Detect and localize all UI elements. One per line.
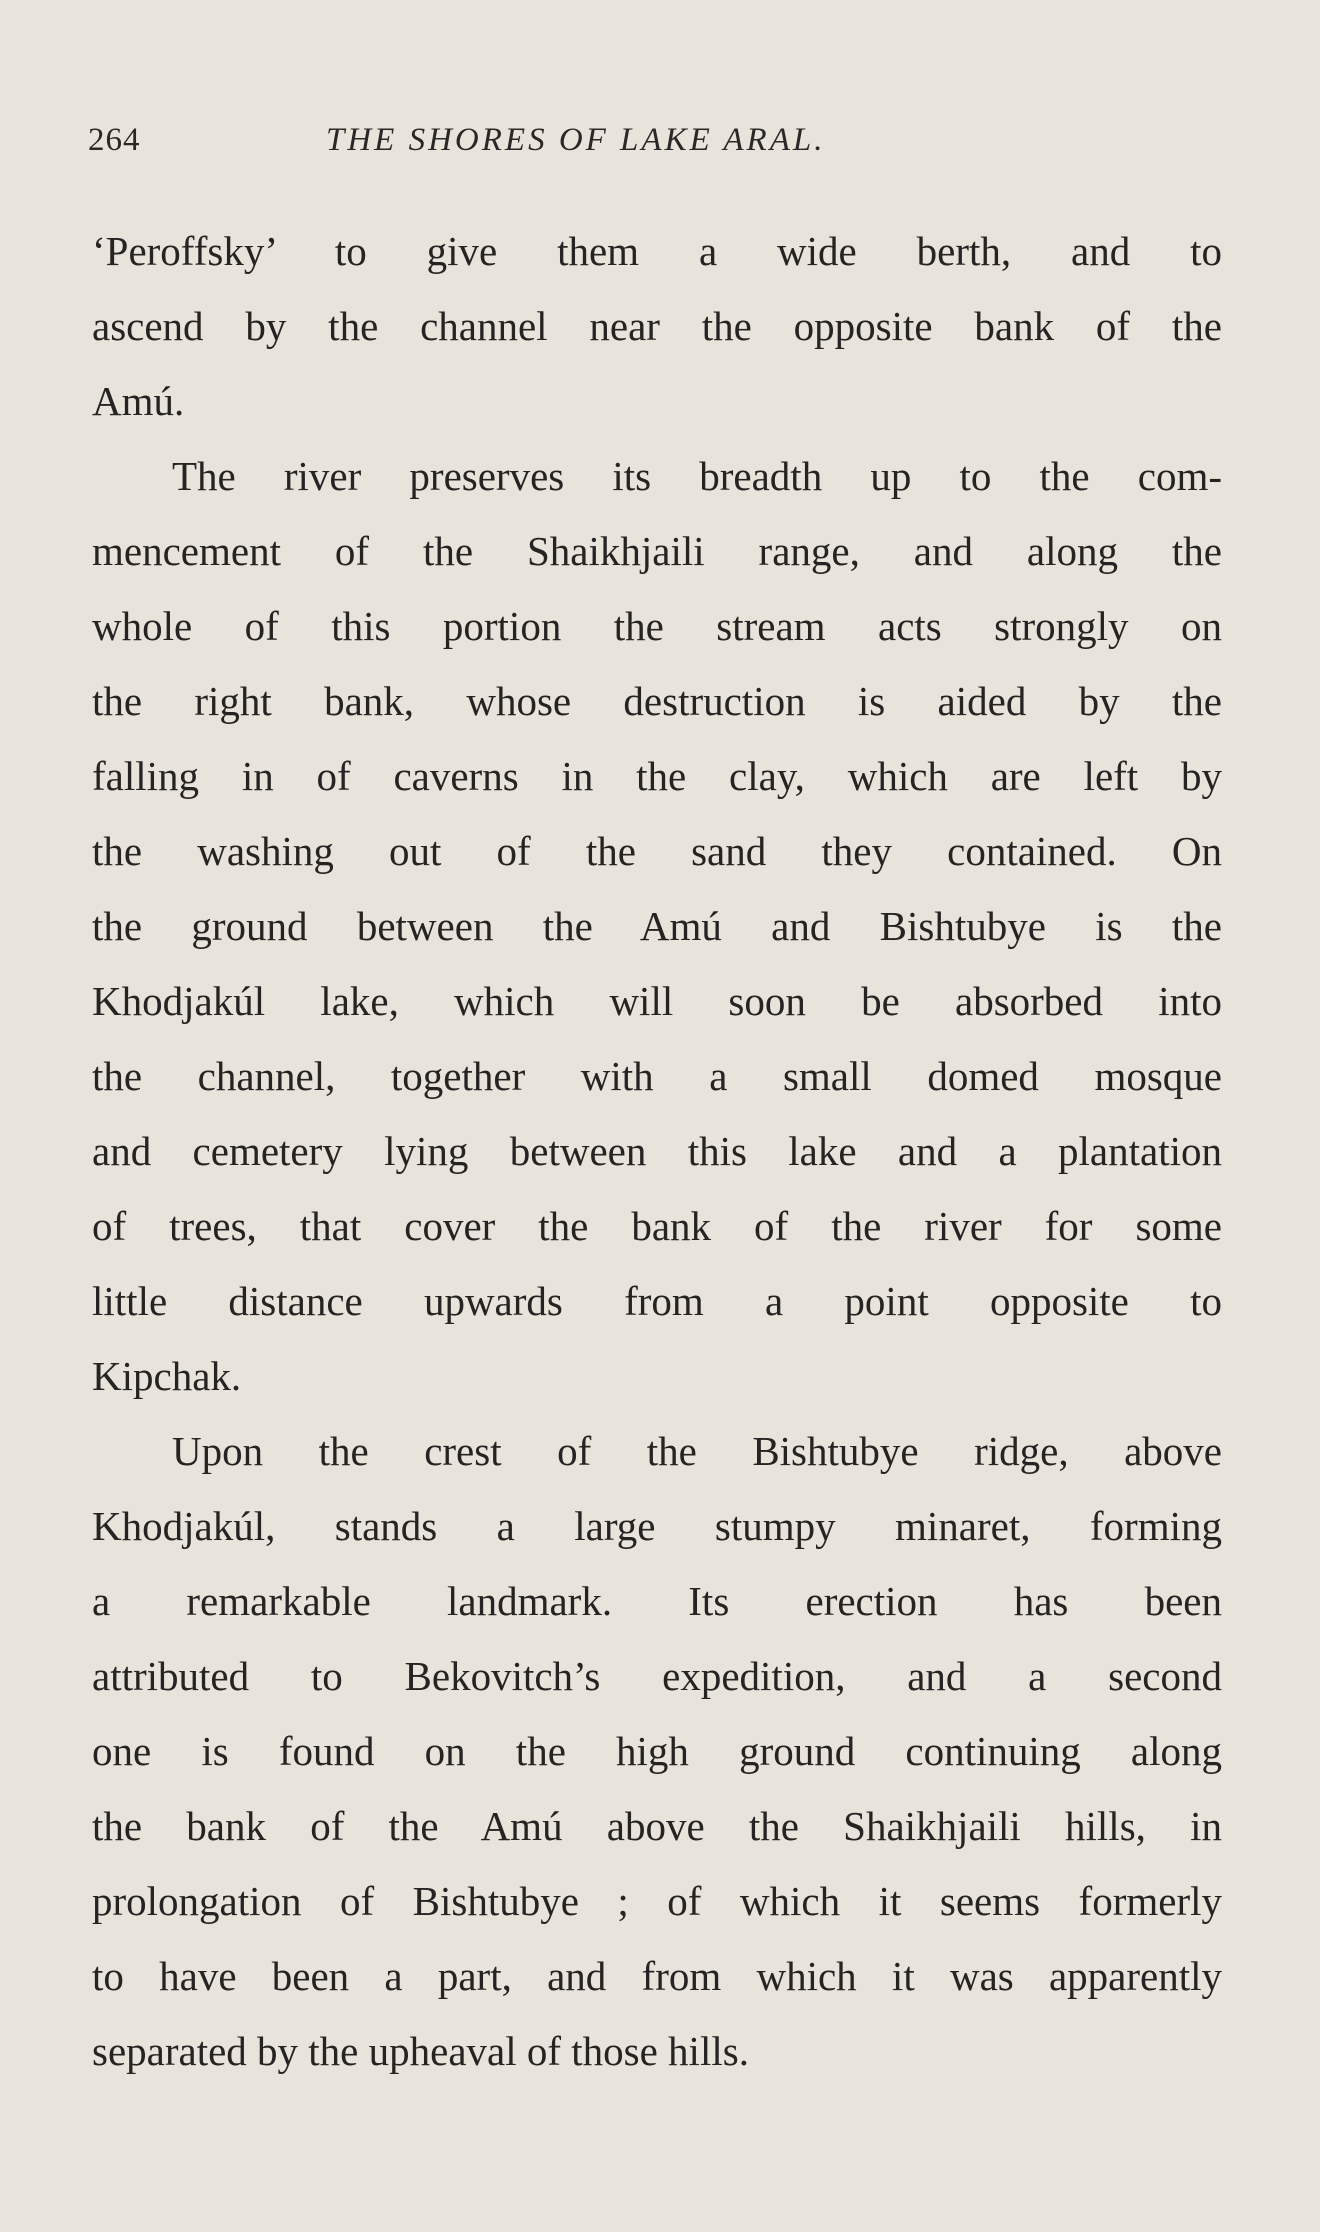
running-title: THE SHORES OF LAKE ARAL.	[326, 122, 826, 158]
text-line: Upon the crest of the Bishtubye ridge, above	[172, 1428, 1222, 1474]
text-line: the right bank, whose destruction is aided by the	[92, 678, 1222, 724]
text-line: the ground between the Amú and Bishtubye is the	[92, 903, 1222, 949]
text-line: one is found on the high ground continuing along	[92, 1728, 1222, 1774]
text-line: attributed to Bekovitch’s expedition, and a second	[92, 1653, 1222, 1699]
text-line: the channel, together with a small domed mosque	[92, 1053, 1222, 1099]
page-header	[88, 118, 1222, 178]
text-line: little distance upwards from a point opposite to	[92, 1278, 1222, 1324]
text-line: whole of this portion the stream acts strongly on	[92, 603, 1222, 649]
text-line: of trees, that cover the bank of the river for some	[92, 1203, 1222, 1249]
text-line: separated by the upheaval of those hills.	[92, 2028, 749, 2074]
text-line: Kipchak.	[92, 1353, 242, 1399]
text-line: to have been a part, and from which it was apparently	[92, 1953, 1222, 1999]
text-line: Amú.	[92, 378, 185, 424]
text-line: and cemetery lying between this lake and a plantation	[92, 1128, 1222, 1174]
text-line: ascend by the channel near the opposite bank of the	[92, 303, 1222, 349]
text-line: The river preserves its breadth up to the com-	[172, 453, 1222, 499]
page-number: 264	[88, 122, 141, 158]
text-line: prolongation of Bishtubye ; of which it seems formerly	[92, 1878, 1222, 1924]
text-line: falling in of caverns in the clay, which are left by	[92, 753, 1222, 799]
text-line: the bank of the Amú above the Shaikhjaili hills, in	[92, 1803, 1222, 1849]
text-line: mencement of the Shaikhjaili range, and along the	[92, 528, 1222, 574]
text-line: Khodjakúl lake, which will soon be absorbed into	[92, 978, 1222, 1024]
text-line: ‘Peroffsky’ to give them a wide berth, and to	[92, 228, 1222, 274]
text-line: Khodjakúl, stands a large stumpy minaret, forming	[92, 1503, 1222, 1549]
text-line: a remarkable landmark. Its erection has been	[92, 1578, 1222, 1624]
text-line: the washing out of the sand they contained. On	[92, 828, 1222, 874]
